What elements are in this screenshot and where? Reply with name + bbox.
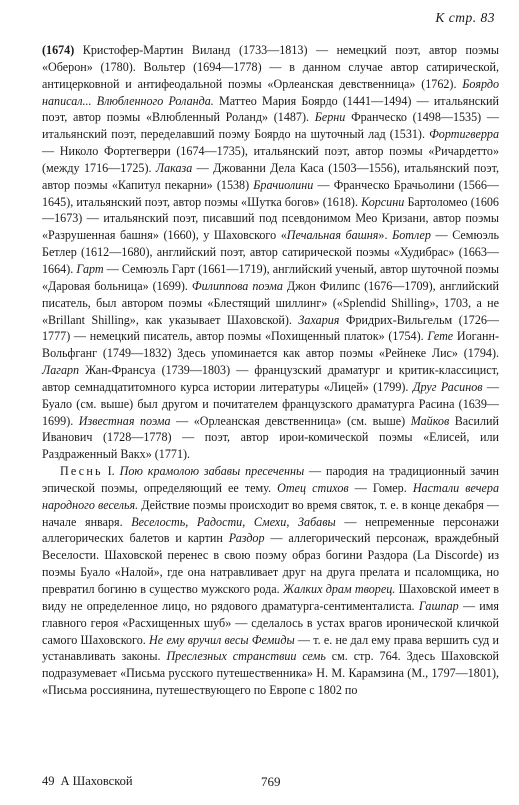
text-run: — Семюэль Бетлер (1612—1680), английский поэт, автор сатирической поэмы «Худибрас» (1663—1664). <box>42 228 499 276</box>
text-run: Иоганн-Вольфганг (1749—1832) Здесь упоминается как автор поэмы «Рейнеке Лис» (1794). <box>42 329 499 361</box>
text-run: Жан-Франсуа (1739—1803) — французский драматург и критик-классицист, автор семнадцатитомного курса истории литературы «Лицей» (1799). <box>42 363 499 394</box>
paragraph-1 <box>42 42 499 463</box>
emphasis-text: Корсини <box>361 194 405 209</box>
emphasis-text: Известная поэма <box>78 413 171 428</box>
text-run: — Семюэль Гарт (1661—1719), английский ученый, автор шуточной поэмы «Даровая больница» (1699). <box>42 261 500 293</box>
text-run: — Николо Фортегверри (1674—1735), итальянский поэт, автор поэмы «Ричардетто» (между 1716—1725). <box>42 144 499 175</box>
paragraph-2 <box>42 463 499 699</box>
text-run: — пародия на традиционный зачин эпической поэмы, определяющий ее тему. <box>42 464 499 495</box>
text-run: — Буало (см. выше) был другом и почитателем французского драматурга Расина (1639—1699). <box>42 379 499 428</box>
text-run: — т. е. не дал ему права вершить суд и устанавливать законы. <box>42 632 499 664</box>
text-run: — Гомер. <box>348 480 413 495</box>
text-run: Действие поэмы происходит во время святок, т. е. в конце декабря — начале января. <box>42 497 499 529</box>
emphasis-text: Гарт <box>76 261 104 276</box>
emphasis-text: Гете <box>427 329 454 344</box>
emphasis-text: Захария <box>298 312 340 327</box>
text-run: — Франческо Брачьолини (1566—1645), итальянский поэт, автор поэмы «Шутка богов» (1618). <box>42 177 499 209</box>
commentary-text <box>42 42 499 699</box>
emphasis-text: Не ему вручил весы Фемиды <box>149 632 295 647</box>
emphasis-text: Берни <box>314 110 346 125</box>
text-run: Бартоломео (1606—1673) — итальянский поэт, писавший под псевдонимом Мео Кризани, автор поэмы «Разрушенная башня» (1660), у Шаховского « <box>42 194 499 243</box>
emphasis-text: Ботлер <box>392 228 431 243</box>
emphasis-text: Печальная башня <box>286 228 379 243</box>
text-run: — Джованни Дела Каса (1503—1556), итальянский поэт, автор поэмы «Капитул пекарни» (1538) <box>42 160 499 192</box>
page-reference-header: К стр. 83 <box>435 10 495 25</box>
emphasis-text: Майков <box>410 413 450 428</box>
emphasis-text: Отец стихов <box>277 480 349 495</box>
page-footer <box>42 774 499 792</box>
emphasis-text: Веселость, Радости, Смехи, Забавы <box>131 514 336 529</box>
text-run: Фридрих-Вильгельм (1726—1777) — немецкий писатель, автор поэмы «Похищенный платок» (1754). <box>42 312 500 344</box>
text-run: Франческо (1498—1535) — итальянский поэт, переделавший поэму Боярдо на шуточный лад (1531). <box>42 110 499 142</box>
emphasis-text: Друг Расинов <box>412 379 483 394</box>
signature-mark <box>42 774 133 789</box>
text-run: Джон Филипс (1676—1709), английский писатель, был автором поэмы «Блестящий шиллинг» («Splendid Shilling», 1703, а не «Brillant Shilling», как указывает Шаховской). <box>42 278 499 327</box>
emphasis-text: Филиппова поэма <box>191 278 283 293</box>
emphasis-text: Лаказа <box>155 160 193 175</box>
text-run: — аллегорический персонаж, враждебный Веселости. Шаховской перенес в свою поэму образ богини Раздора (La Discorde) из поэмы Буало «Налой», где она натравливает друг на друга прелата и псаломщика, но превратил богиню в существо мужского рода. <box>42 531 500 596</box>
signature-name: А Шаховской <box>60 774 133 788</box>
emphasis-text: Брачиолини <box>253 177 314 192</box>
page-number: 769 <box>261 774 281 789</box>
emphasis-text: Настали вечера народного веселья. <box>42 480 499 512</box>
emphasis-text: Гашпар <box>418 598 459 613</box>
text-run: ». <box>378 228 393 243</box>
text-run: Шаховской имеет в виду не определенное лицо, но рядового драматурга-сентименталиста. <box>42 582 499 613</box>
text-run: — непременные персонажи аллегорических балетов и картин <box>42 514 499 546</box>
emphasis-text: Раздор <box>228 531 265 546</box>
emphasis-text: Боярдо написал... Влюбленного Роланда. <box>42 76 499 108</box>
text-run: — «Орлеанская девственница» (см. выше) <box>170 413 411 428</box>
text-run: — имя главного героя «Расхищенных шуб» — сделалось в устах врагов иронической кличкой самого Шаховского. <box>42 598 499 647</box>
text-run: Василий Иванович (1728—1778) — поэт, автор ирои-комической поэмы «Елисей, или Раздраженный Вакх» (1771). <box>42 413 499 462</box>
text-run: Маттео Мария Боярдо (1441—1494) — итальянский поэт, автор поэмы «Влюбленный Роланд» (1487). <box>42 93 499 125</box>
emphasis-text: Фортигверра <box>429 127 499 142</box>
emphasis-text: (1674) <box>42 43 75 57</box>
emphasis-text: Пою крамолою забавы пресеченны <box>119 464 305 479</box>
emphasis-text: Песнь <box>60 464 103 479</box>
emphasis-text: Преслезных странствии семь <box>166 649 326 664</box>
text-run: Кристофер-Мартин Виланд (1733—1813) — немецкий поэт, автор поэмы «Оберон» (1780). Вольтер (1694—1778) — в данном случае автор сатирической, антицерковной и антифеодальной поэмы «Орлеанская девственница» (1762). <box>42 43 499 91</box>
emphasis-text: Жалких драм творец. <box>282 582 396 596</box>
text-run: I. <box>102 464 120 479</box>
emphasis-text: Лагарп <box>42 363 80 378</box>
signature-number: 49 <box>42 774 55 788</box>
text-run: см. стр. 764. Здесь Шаховской подразумевает «Письма русского путешественника» Н. М. Карамзина (М., 1797—1801), «Письма россиянина, путешествующего по Европе с 1802 по <box>42 649 500 698</box>
